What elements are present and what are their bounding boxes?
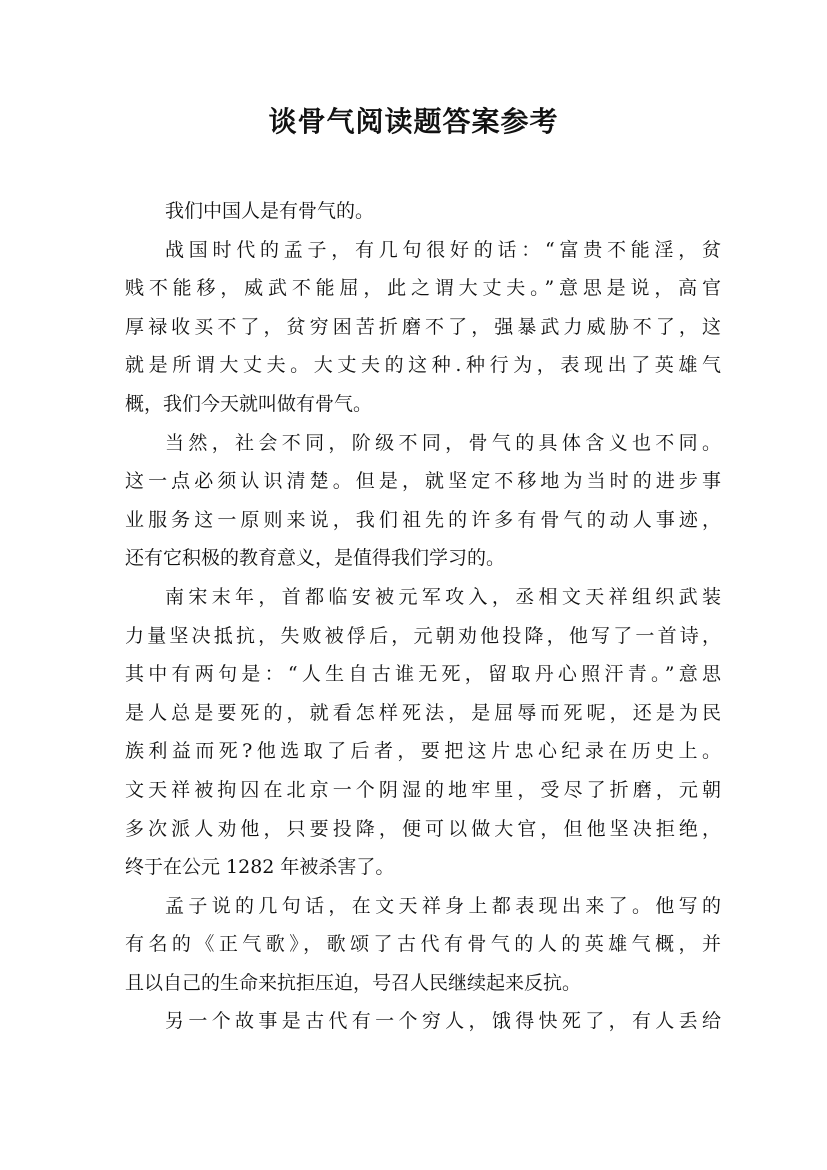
paragraph xyxy=(125,578,721,887)
paragraph-line: 就是所谓大丈夫。大丈夫的这种.种行为，表现出了英雄气 xyxy=(125,354,721,377)
paragraph-line: 当然，社会不同，阶级不同，骨气的具体含义也不同。 xyxy=(165,431,721,454)
paragraph-line: 还有它积极的教育意义，是值得我们学习的。 xyxy=(125,547,506,570)
paragraph-line: 概，我们今天就叫做有骨气。 xyxy=(125,392,373,415)
paragraph-line: 业服务这一原则来说，我们祖先的许多有骨气的动人事迹， xyxy=(125,508,721,531)
paragraph xyxy=(125,887,721,1003)
paragraph-line: 族利益而死?他选取了后者，要把这片忠心纪录在历史上。 xyxy=(125,740,721,763)
paragraph-line: 这一点必须认识清楚。但是，就坚定不移地为当时的进步事 xyxy=(125,470,721,493)
paragraph-line: 孟子说的几句话，在文天祥身上都表现出来了。他写的 xyxy=(165,894,721,917)
paragraph-line: 有名的《正气歌》，歌颂了古代有骨气的人的英雄气概，并 xyxy=(125,933,721,956)
paragraph-line: 其中有两句是：“人生自古谁无死，留取丹心照汗青。”意思 xyxy=(125,663,721,686)
paragraph-line: 贱不能移，威武不能屈，此之谓大丈夫。”意思是说，高官 xyxy=(125,277,721,300)
paragraph-line: 战国时代的孟子，有几句很好的话：“富贵不能淫，贫 xyxy=(165,238,721,261)
paragraph-line: 终于在公元 1282 年被杀害了。 xyxy=(125,856,395,879)
paragraph-line: 是人总是要死的，就看怎样死法，是屈辱而死呢，还是为民 xyxy=(125,701,721,724)
paragraph-line: 厚禄收买不了，贫穷困苦折磨不了，强暴武力威胁不了，这 xyxy=(125,315,721,338)
document-title: 谈骨气阅读题答案参考 xyxy=(268,105,559,138)
paragraph-line: 多次派人劝他，只要投降，便可以做大官，但他坚决拒绝， xyxy=(125,817,721,840)
paragraph-line: 力量坚决抵抗，失败被俘后，元朝劝他投降，他写了一首诗， xyxy=(125,624,721,647)
paragraph-line: 文天祥被拘囚在北京一个阴湿的地牢里，受尽了折磨，元朝 xyxy=(125,778,721,801)
paragraph xyxy=(125,192,721,231)
paragraph-line: 我们中国人是有骨气的。 xyxy=(165,200,375,222)
paragraph-line: 且以自己的生命来抗拒压迫，号召人民继续起来反抗。 xyxy=(125,971,582,994)
paragraph xyxy=(125,231,721,424)
paragraph xyxy=(125,424,721,578)
paragraph-line: 南宋末年，首都临安被元军攻入，丞相文天祥组织武装 xyxy=(165,585,721,608)
document-body xyxy=(125,192,721,1041)
paragraph xyxy=(125,1002,721,1041)
paragraph-line: 另一个故事是古代有一个穷人，饿得快死了，有人丢给 xyxy=(165,1010,721,1033)
